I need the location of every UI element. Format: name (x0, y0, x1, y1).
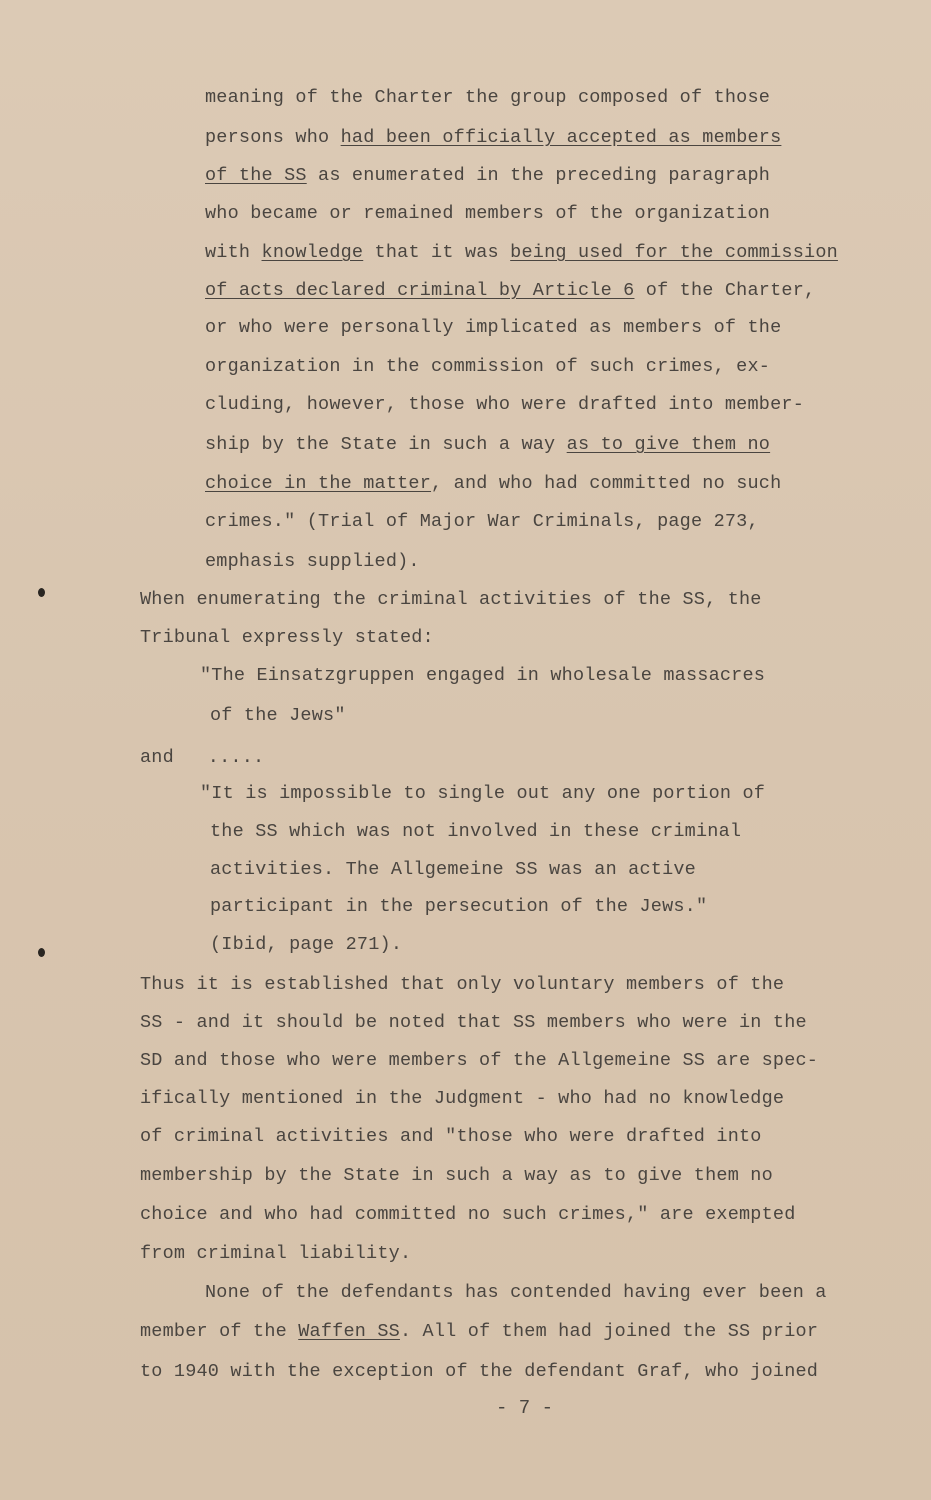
text-segment: cluding, however, those who were drafted into member- (205, 394, 804, 415)
text-segment: with (205, 242, 262, 263)
text-segment: SD and those who were members of the Allgemeine SS are spec- (140, 1050, 819, 1071)
text-line (200, 664, 765, 688)
text-line (205, 316, 781, 340)
text-segment: organization in the commission of such crimes, ex- (205, 356, 771, 377)
text-line (140, 1242, 411, 1266)
text-segment: persons who (205, 127, 341, 148)
underlined-text: Waffen SS (298, 1321, 400, 1342)
text-segment: emphasis supplied). (205, 551, 420, 572)
text-segment: crimes." (Trial of Major War Criminals, page 273, (205, 511, 759, 532)
text-segment: from criminal liability. (140, 1243, 412, 1264)
text-line (210, 895, 707, 919)
text-segment: SS - and it should be noted that SS members who were in the (140, 1012, 807, 1033)
text-line (205, 433, 770, 457)
text-segment: ifically mentioned in the Judgment - who had no knowledge (140, 1088, 785, 1109)
text-line (205, 241, 838, 265)
text-line (140, 1087, 784, 1111)
text-line (210, 704, 346, 728)
text-line (205, 86, 770, 110)
text-segment: When enumerating the criminal activities of the SS, the (140, 589, 762, 610)
text-segment: Thus it is established that only voluntary members of the (140, 974, 785, 995)
underlined-text: of acts declared criminal by Article 6 (205, 280, 635, 301)
text-segment: (Ibid, page 271). (210, 934, 403, 955)
text-segment: choice and who had committed no such crimes," are exempted (140, 1204, 796, 1225)
text-line (210, 820, 741, 844)
text-segment: activities. The Allgemeine SS was an active (210, 859, 696, 880)
underlined-text: being used for the commission (510, 242, 838, 263)
text-line (205, 393, 804, 417)
text-segment: who became or remained members of the organization (205, 203, 771, 224)
text-segment: None of the defendants has contended having ever been a (205, 1282, 827, 1303)
text-segment: meaning of the Charter the group composed of those (205, 87, 771, 108)
text-segment: , and who had committed no such (431, 473, 782, 494)
text-segment: member of the (140, 1321, 299, 1342)
underlined-text: had been officially accepted as members (340, 127, 782, 148)
text-segment: of the Charter, (634, 280, 816, 301)
text-line (205, 202, 770, 226)
text-line (140, 1360, 818, 1384)
text-line (205, 510, 759, 534)
text-line (140, 626, 434, 650)
text-segment: or who were personally implicated as members of the (205, 317, 782, 338)
text-line (205, 164, 770, 188)
underlined-text: choice in the matter (205, 473, 432, 494)
text-line (140, 588, 762, 612)
punch-hole (38, 948, 45, 957)
punch-hole (38, 588, 45, 597)
text-segment: ship by the State in such a way (205, 434, 567, 455)
text-line (205, 550, 420, 574)
text-line (140, 1164, 773, 1188)
text-segment: of the Jews" (210, 705, 346, 726)
text-line (140, 1011, 807, 1035)
text-segment: Tribunal expressly stated: (140, 627, 434, 648)
text-line (205, 1281, 827, 1305)
text-segment: to 1940 with the exception of the defendant Graf, who joined (140, 1361, 819, 1382)
text-line (205, 279, 815, 303)
underlined-text: of the SS (205, 165, 307, 186)
text-segment: "The Einsatzgruppen engaged in wholesale massacres (200, 665, 766, 686)
text-line (205, 355, 770, 379)
text-line (210, 933, 402, 957)
text-line (200, 782, 765, 806)
page-number: - 7 - (496, 1397, 554, 1419)
text-segment: as enumerated in the preceding paragraph (306, 165, 771, 186)
text-segment: that it was (363, 242, 511, 263)
text-line (140, 1320, 818, 1344)
text-line (140, 1203, 796, 1227)
text-segment: the SS which was not involved in these criminal (210, 821, 742, 842)
text-line (140, 746, 264, 770)
text-line (140, 973, 784, 997)
text-segment: membership by the State in such a way as to give them no (140, 1165, 773, 1186)
text-line (140, 1049, 818, 1073)
text-segment: and ..... (140, 747, 265, 768)
underlined-text: knowledge (261, 242, 364, 263)
text-segment: . All of them had joined the SS prior (399, 1321, 819, 1342)
underlined-text: as to give them no (566, 434, 771, 455)
text-segment: of criminal activities and "those who were drafted into (140, 1126, 762, 1147)
text-segment: participant in the persecution of the Jews." (210, 896, 708, 917)
text-line (140, 1125, 762, 1149)
text-line (205, 472, 781, 496)
text-line (205, 126, 781, 150)
text-segment: "It is impossible to single out any one portion of (200, 783, 766, 804)
text-line (210, 858, 696, 882)
